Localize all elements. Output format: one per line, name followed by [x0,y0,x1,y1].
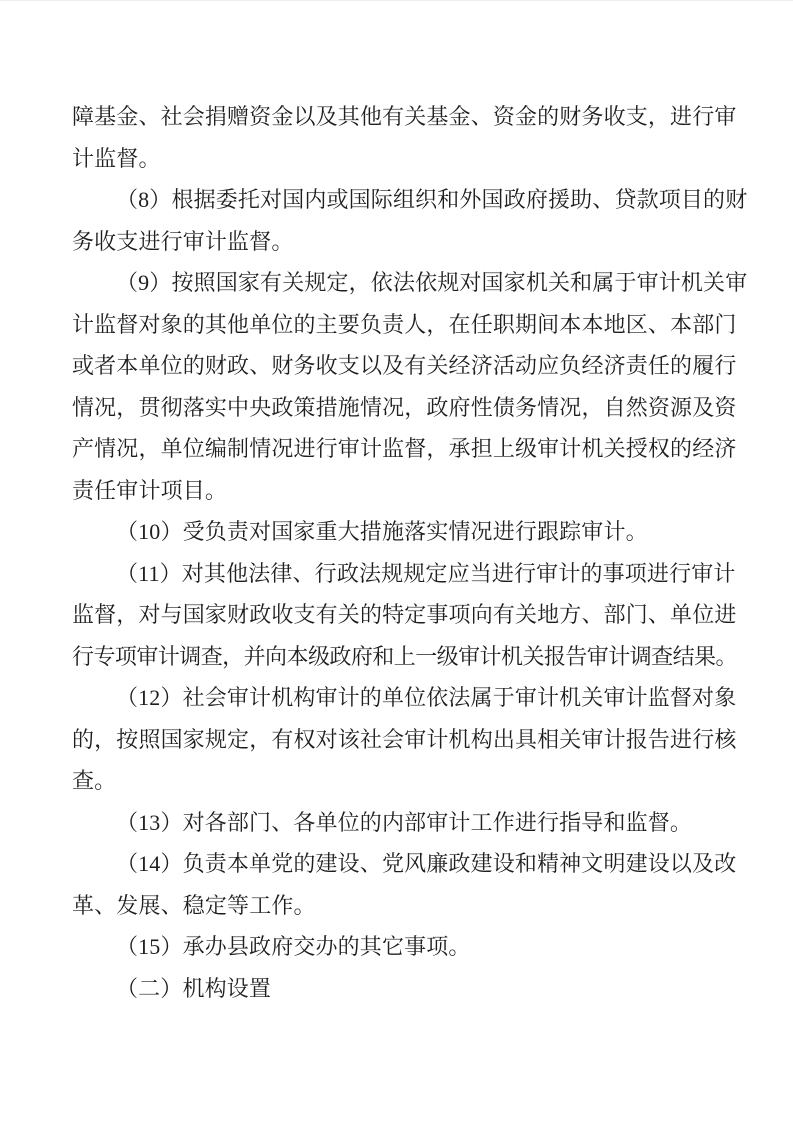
text-line: （12）社会审计机构审计的单位依法属于审计机关审计监督对象 [116,685,737,710]
paragraph-item-15 [72,926,736,968]
text-line: 产情况，单位编制情况进行审计监督，承担上级审计机关授权的经济 [72,436,737,461]
text-line: （14）负责本单党的建设、党风廉政建设和精神文明建设以及改 [116,851,737,876]
text-line: 行专项审计调查，并向本级政府和上一级审计机关报告审计调查结果。 [72,643,737,669]
text-line: （15）承办县政府交办的其它事项。 [116,934,471,959]
text-line: 的，按照国家规定，有权对该社会审计机构出具相关审计报告进行核 [72,726,737,752]
paragraph-item-12 [72,677,736,802]
text-line: 或者本单位的财政、财务收支以及有关经济活动应负经济责任的履行 [72,353,737,378]
text-line: 障基金、社会捐赠资金以及其他有关基金、资金的财务收支，进行审 [72,104,737,129]
text-line: （9）按照国家有关规定，依法依规对国家机关和属于审计机关审 [116,270,748,295]
text-line: 计监督对象的其他单位的主要负责人，在任职期间本本地区、本部门 [72,311,737,337]
paragraph-item-13 [72,802,736,844]
text-line: 情况，贯彻落实中央政策措施情况，政府性债务情况，自然资源及资 [72,394,737,420]
text-line: （10）受负责对国家重大措施落实情况进行跟踪审计。 [116,519,648,544]
paragraph-continuation-item-7 [72,96,736,179]
text-line: （8）根据委托对国内或国际组织和外国政府援助、贷款项目的财 [116,187,748,212]
text-line: 计监督。 [72,145,161,171]
text-line: 务收支进行审计监督。 [72,228,294,254]
paragraph-item-8 [72,179,748,262]
paragraph-item-14 [72,843,736,926]
text-line: 监督，对与国家财政收支有关的特定事项向有关地方、部门、单位进 [72,602,737,627]
paragraph-item-11 [72,553,736,678]
text-line: （13）对各部门、各单位的内部审计工作进行指导和监督。 [116,809,693,835]
section-heading [72,968,736,1010]
text-line: 革、发展、稳定等工作。 [72,892,316,918]
text-line: 责任审计项目。 [72,477,228,503]
paragraph-item-10 [72,511,736,553]
text-line: （11）对其他法律、行政法规规定应当进行审计的事项进行审计 [116,560,736,586]
text-line: 查。 [72,768,117,793]
text-line: （二）机构设置 [116,975,272,1001]
text-block [72,96,748,1009]
paragraph-item-9 [72,262,748,511]
